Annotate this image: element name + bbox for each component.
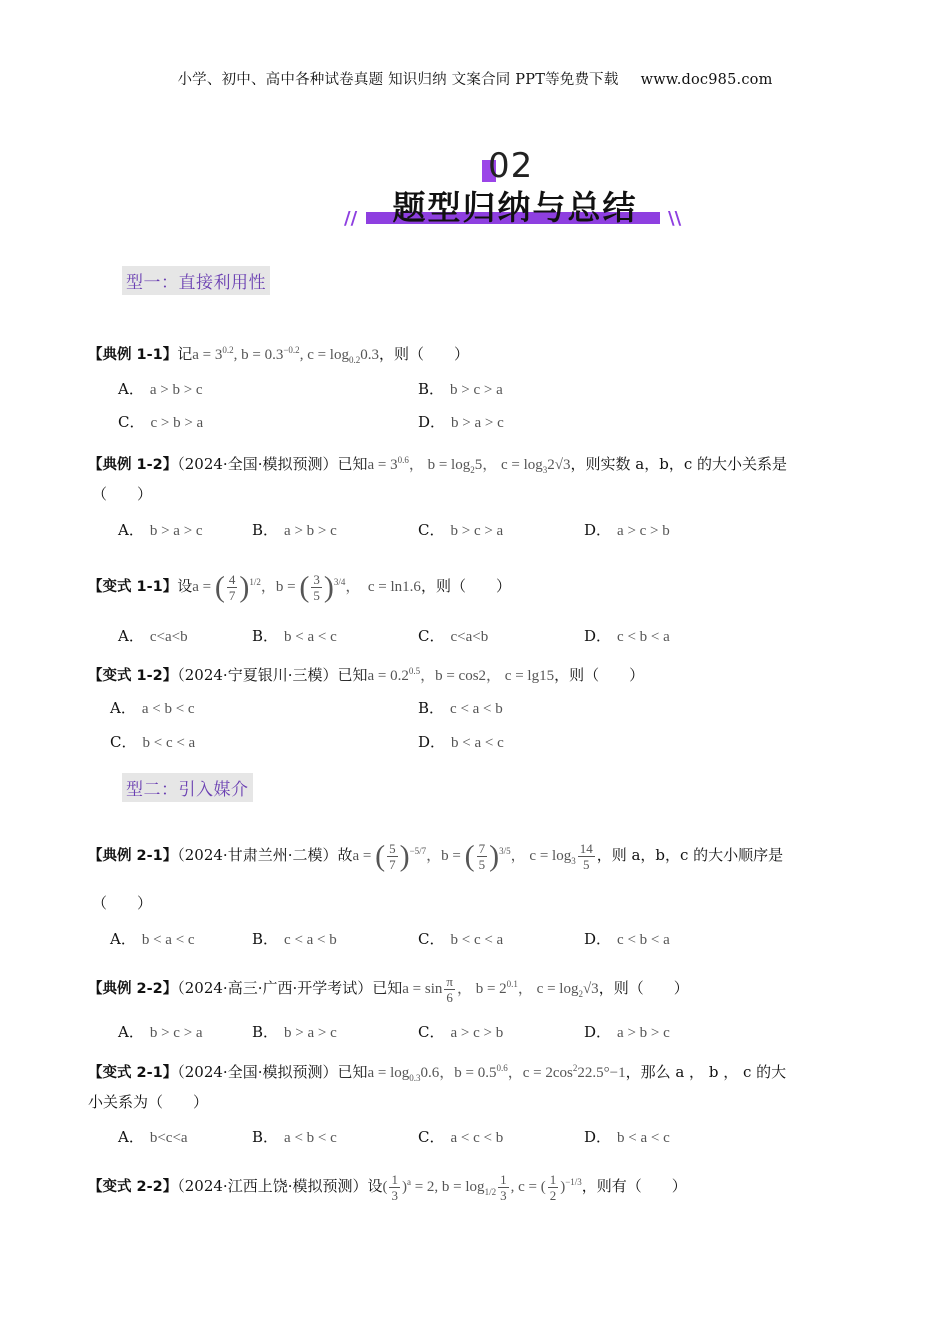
question-source: （2024·高三·广西·开学考试）已知 xyxy=(177,979,403,997)
section-title-1: 型一：直接利用性 xyxy=(122,266,270,295)
question-suffix: ，那么 a ， b ， c 的大 xyxy=(625,1063,787,1081)
question-tag: 【典例 2-1】 xyxy=(88,848,178,864)
variant-2-1 xyxy=(88,1058,786,1088)
question-tag: 【典例 1-2】 xyxy=(88,457,178,473)
option-d[interactable]: D． a > b > c xyxy=(584,1023,670,1041)
option-c[interactable]: C． a < c < b xyxy=(418,1128,504,1146)
question-suffix: ，则 a，b，c 的大小顺序是 xyxy=(596,846,784,864)
question-suffix: ，则（ ） xyxy=(378,345,469,363)
question-tag: 【变式 1-1】 xyxy=(88,579,178,595)
question-suffix: ，则（ ） xyxy=(598,979,689,997)
option-b[interactable]: B． b > c > a xyxy=(418,380,503,398)
option-c[interactable]: C． c > b > a xyxy=(118,413,204,431)
question-1-1 xyxy=(88,340,469,370)
question-formula: $a = 0.2^{0.5}$，b = cos2， c = lg15 xyxy=(367,666,555,684)
option-b[interactable]: B． a > b > c xyxy=(252,521,337,539)
option-a[interactable]: A． a < b < c xyxy=(110,699,195,717)
option-d[interactable]: D． a > c > b xyxy=(584,521,670,539)
question-suffix: ，则实数 a，b，c 的大小关系是 xyxy=(570,455,787,473)
variant-2-2 xyxy=(88,1162,687,1208)
option-c[interactable]: C． b > c > a xyxy=(418,521,504,539)
question-source: （2024·宁夏银川·三模）已知 xyxy=(177,666,368,684)
option-b[interactable]: B． b > a > c xyxy=(252,1023,337,1041)
option-b[interactable]: B． b < a < c xyxy=(252,627,337,645)
question-1-2-cont: （ ） xyxy=(92,485,153,503)
question-formula: a = ( $\frac{4}{7}$ )$^{1/2}$，b = ( $\frac{3}{5}$ )$^{3/4}$， c = ln1.6 xyxy=(192,570,421,604)
question-2-1-cont: （ ） xyxy=(92,894,153,912)
question-formula: $a = \log_{0.3}0.6$，$b = 0.5^{0.6}$，$c = 2\cos^222.5^\circ-1$ xyxy=(367,1063,626,1083)
question-prefix: 设 xyxy=(177,577,193,595)
question-formula: $a = 3^{0.6}$， $b = \log_25$， $c = \log_32√3$ xyxy=(367,455,571,475)
question-source: （2024·江西上饶·模拟预测）设 xyxy=(177,1177,383,1195)
question-source: （2024·甘肃兰州·二模）故 xyxy=(177,846,353,864)
variant-1-1 xyxy=(88,560,511,610)
option-c[interactable]: C． a > c > b xyxy=(418,1023,504,1041)
site-header xyxy=(0,68,950,89)
header-url[interactable]: www.doc985.com xyxy=(640,72,773,88)
question-formula: a = sin $\frac{\pi}{6}$ ， $b = 2^{0.1}$， $c = \log_2√3$ xyxy=(402,974,599,1006)
question-formula: ( $\frac{1}{3}$ )$^a$ = 2, $b = \log_{1/2}$ $\frac{1}{3}$ , c = ( $\frac{1}{2}$ )$^{-1/3}$ xyxy=(382,1172,582,1204)
question-suffix: ，则（ ） xyxy=(420,577,511,595)
question-formula: $a = 3^{0.2}$, $b = 0.3^{-0.2}$, $c = \log_{0.2}0.3$ xyxy=(192,345,379,365)
question-tag: 【变式 1-2】 xyxy=(88,668,178,684)
question-suffix: ，则有（ ） xyxy=(581,1177,687,1195)
option-d[interactable]: D． c < b < a xyxy=(584,627,670,645)
question-tag: 【典例 1-1】 xyxy=(88,347,178,363)
left-decoration: // xyxy=(344,208,358,229)
variant-2-1-cont: 小关系为（ ） xyxy=(88,1093,209,1111)
chapter-number: 02 xyxy=(488,146,534,186)
option-a[interactable]: A． a > b > c xyxy=(118,380,203,398)
right-decoration: \\ xyxy=(668,208,682,229)
option-d[interactable]: D． c < b < a xyxy=(584,930,670,948)
chapter-title: 题型归纳与总结 xyxy=(392,188,638,227)
header-text: 小学、初中、高中各种试卷真题 知识归纳 文案合同 PPT等免费下载 xyxy=(177,72,619,88)
question-source: （2024·全国·模拟预测）已知 xyxy=(177,1063,368,1081)
question-source: （2024·全国·模拟预测）已知 xyxy=(177,455,368,473)
question-formula: a = ( $\frac{5}{7}$ )$^{-5/7}$，b = ( $\frac{7}{5}$ )$^{3/5}$， $c = \log_3$ $\frac{14}{5}$ xyxy=(352,839,593,873)
option-d[interactable]: D． b < a < c xyxy=(584,1128,670,1146)
chapter-banner xyxy=(340,146,680,238)
question-tag: 【变式 2-1】 xyxy=(88,1065,178,1081)
option-c[interactable]: C． b < c < a xyxy=(418,930,504,948)
option-a[interactable]: A． b<c<a xyxy=(118,1128,188,1146)
question-tag: 【变式 2-2】 xyxy=(88,1179,178,1195)
question-2-1 xyxy=(88,828,783,880)
question-suffix: ，则（ ） xyxy=(554,666,645,684)
option-a[interactable]: A． b < a < c xyxy=(110,930,195,948)
option-b[interactable]: B． a < b < c xyxy=(252,1128,337,1146)
variant-1-2 xyxy=(88,661,644,686)
option-c[interactable]: C． b < c < a xyxy=(110,733,196,751)
option-a[interactable]: A． c<a<b xyxy=(118,627,188,645)
option-b[interactable]: B． c < a < b xyxy=(418,699,503,717)
question-prefix: 记 xyxy=(177,345,193,363)
question-tag: 【典例 2-2】 xyxy=(88,981,178,997)
question-1-2 xyxy=(88,450,787,480)
section-title-2: 型二：引入媒介 xyxy=(122,773,253,802)
question-2-2 xyxy=(88,966,689,1006)
option-a[interactable]: A． b > c > a xyxy=(118,1023,203,1041)
option-c[interactable]: C． c<a<b xyxy=(418,627,489,645)
option-d[interactable]: D． b > a > c xyxy=(418,413,504,431)
option-b[interactable]: B． c < a < b xyxy=(252,930,337,948)
option-d[interactable]: D． b < a < c xyxy=(418,733,504,751)
option-a[interactable]: A． b > a > c xyxy=(118,521,203,539)
